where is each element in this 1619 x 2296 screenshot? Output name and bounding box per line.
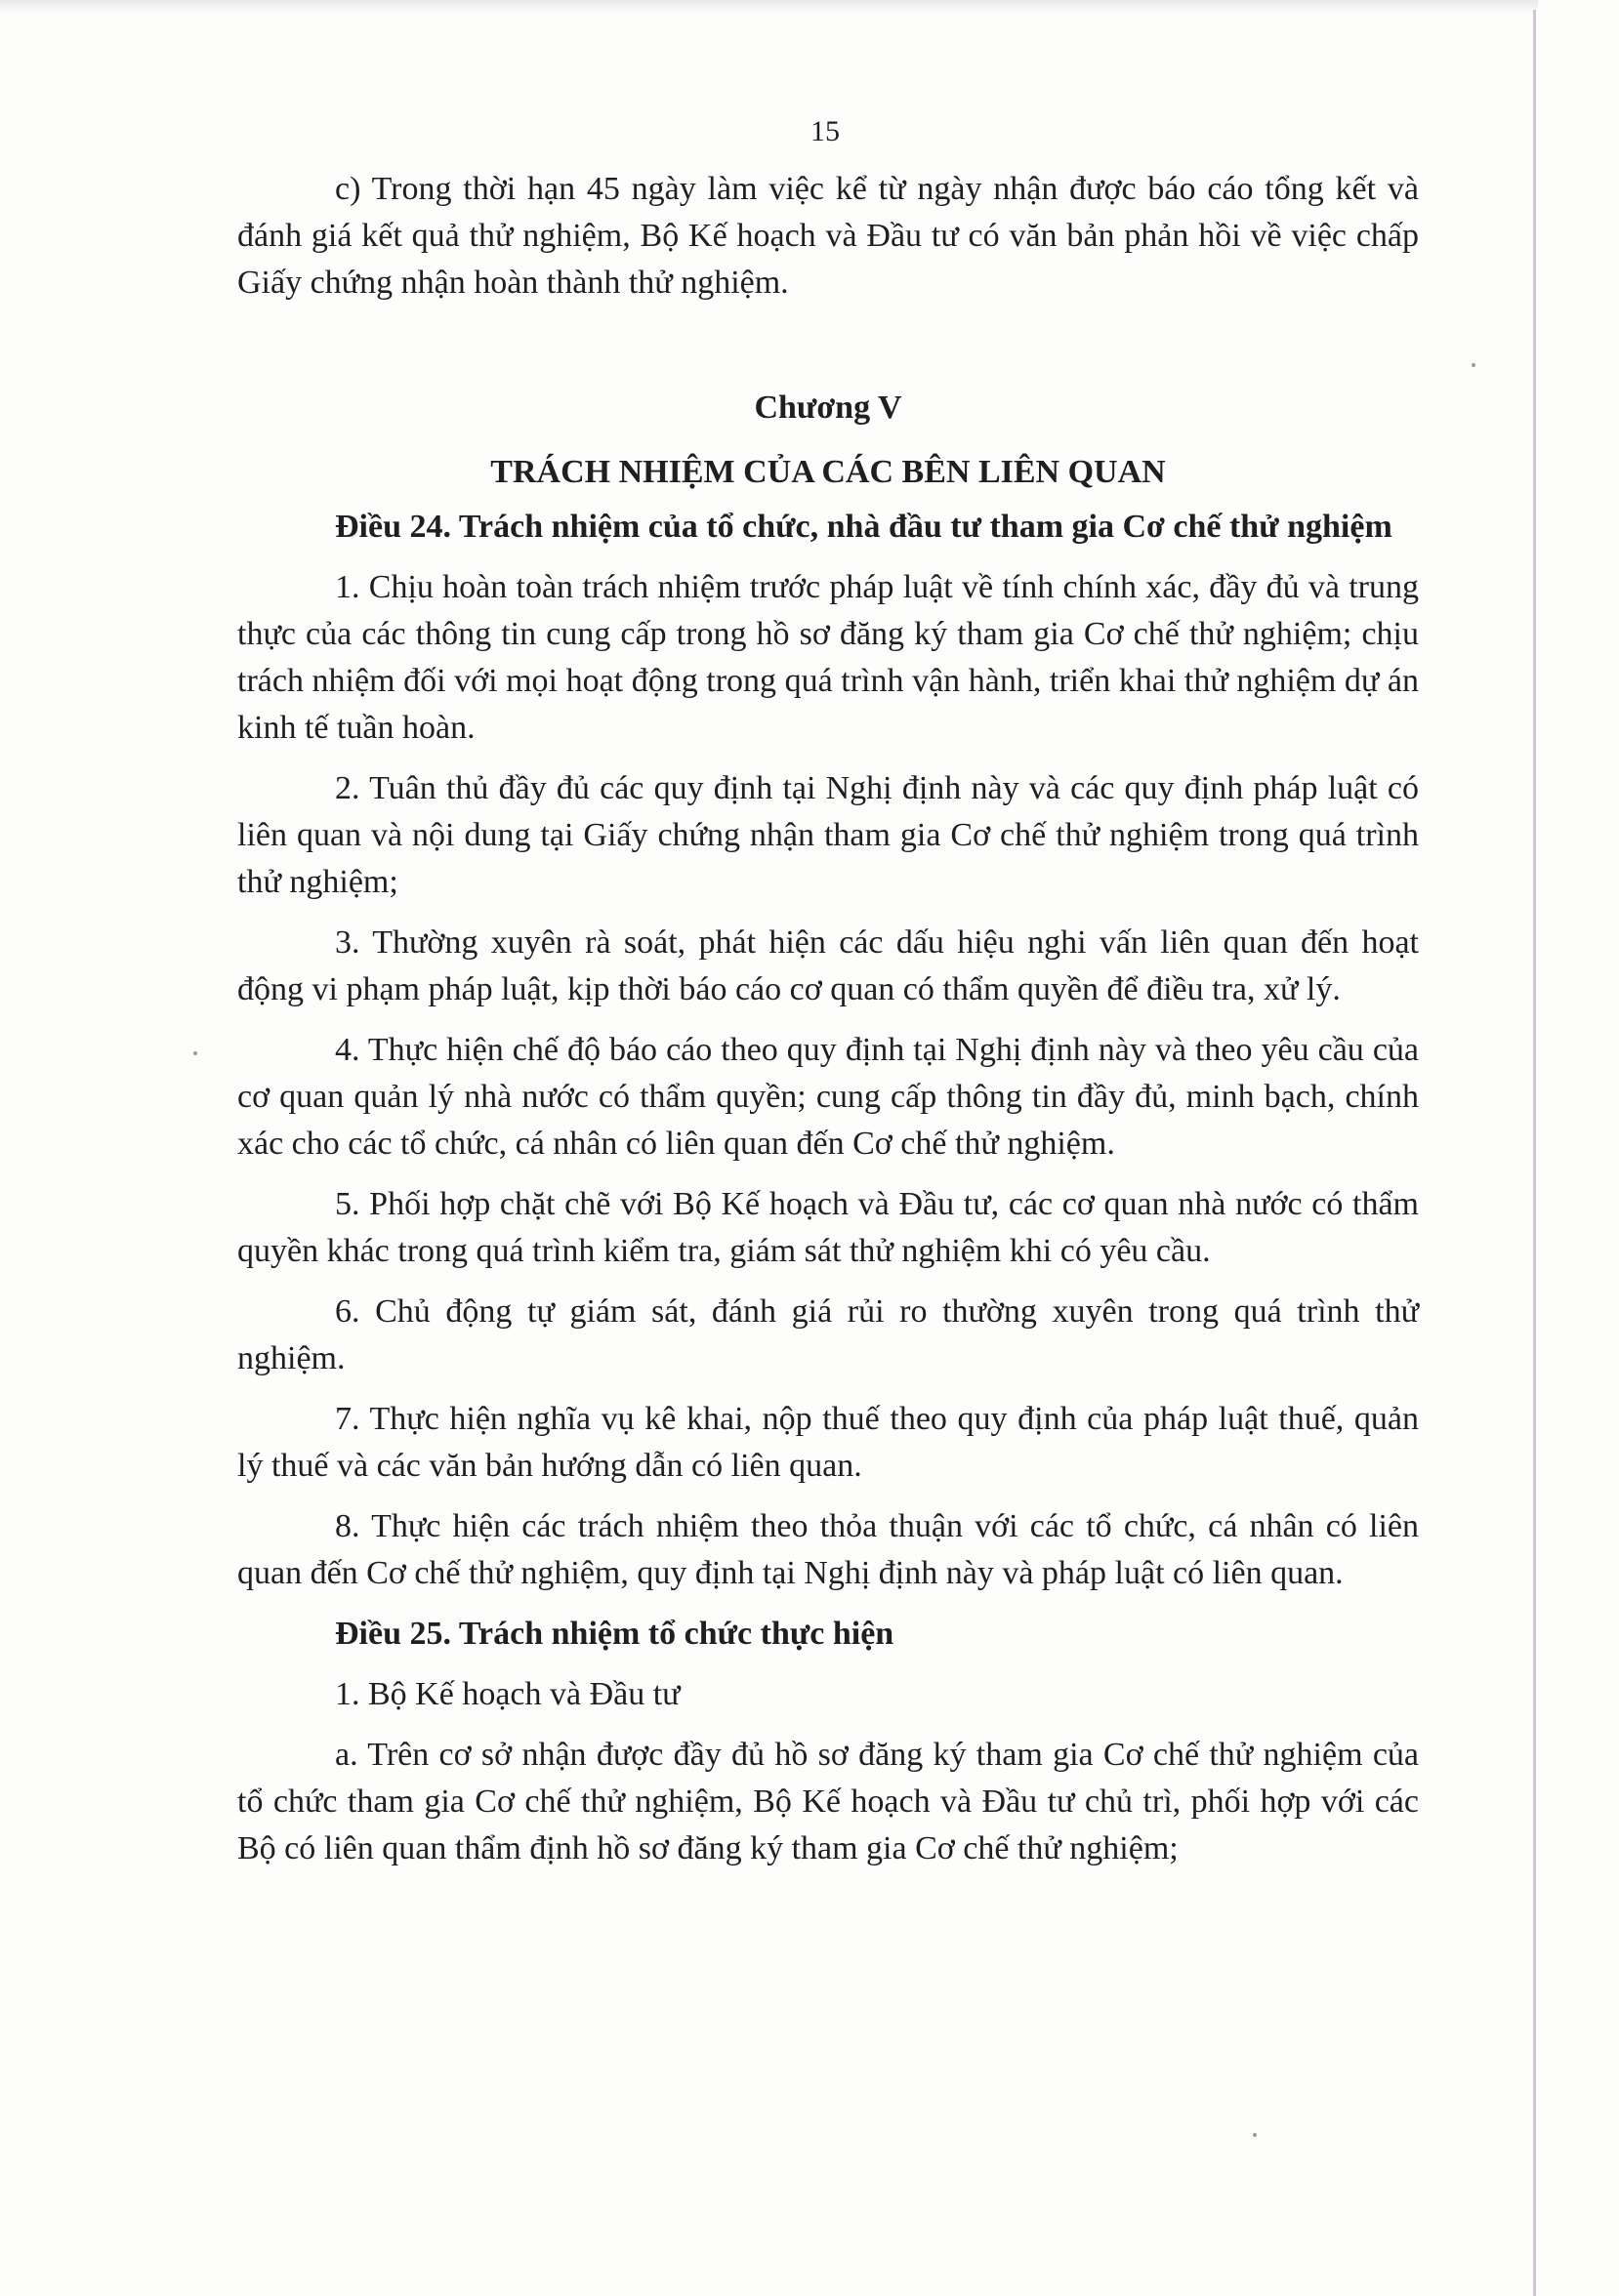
chapter-title: TRÁCH NHIỆM CỦA CÁC BÊN LIÊN QUAN [490,454,1166,490]
article-24-item-4: 4. Thực hiện chế độ báo cáo theo quy định tại Nghị định này và theo yêu cầu của cơ quan quản lý nhà nước có thẩm quyền; cung cấp thông tin đầy đủ, minh bạch, chính xác cho các tổ chức, cá nhân có liên quan đến Cơ chế thử nghiệm. [237,1032,1419,1162]
article-24-item-7: 7. Thực hiện nghĩa vụ kê khai, nộp thuế theo quy định của pháp luật thuế, quản lý thuế và các văn bản hướng dẫn có liên quan. [237,1401,1419,1484]
article-24-heading: Điều 24. Trách nhiệm của tổ chức, nhà đầu tư tham gia Cơ chế thử nghiệm [335,509,1392,545]
article-24-item-3: 3. Thường xuyên rà soát, phát hiện các dấu hiệu nghi vấn liên quan đến hoạt động vi phạm pháp luật, kịp thời báo cáo cơ quan có thẩm quyền để điều tra, xử lý. [237,924,1419,1007]
chapter-label: Chương V [754,390,902,426]
article-25-item-a: a. Trên cơ sở nhận được đầy đủ hồ sơ đăng ký tham gia Cơ chế thử nghiệm của tổ chức tham gia Cơ chế thử nghiệm, Bộ Kế hoạch và Đầu tư chủ trì, phối hợp với các Bộ có liên quan thẩm định hồ sơ đăng ký tham gia Cơ chế thử nghiệm; [237,1737,1419,1866]
article-24-item-6: 6. Chủ động tự giám sát, đánh giá rủi ro thường xuyên trong quá trình thử nghiệm. [237,1293,1419,1376]
page-number: 15 [810,115,840,147]
article-25-subheading: 1. Bộ Kế hoạch và Đầu tư [335,1676,681,1712]
intro-paragraph: c) Trong thời hạn 45 ngày làm việc kể từ ngày nhận được báo cáo tổng kết và đánh giá kết quả thử nghiệm, Bộ Kế hoạch và Đầu tư có văn bản phản hồi về việc chấp Giấy chứng nhận hoàn thành thử nghiệm. [237,171,1419,301]
article-24-item-2: 2. Tuân thủ đầy đủ các quy định tại Nghị định này và các quy định pháp luật có liên quan và nội dung tại Giấy chứng nhận tham gia Cơ chế thử nghiệm trong quá trình thử nghiệm; [237,770,1419,900]
article-24-item-5: 5. Phối hợp chặt chẽ với Bộ Kế hoạch và Đầu tư, các cơ quan nhà nước có thẩm quyền khác trong quá trình kiểm tra, giám sát thử nghiệm khi có yêu cầu. [237,1186,1419,1269]
article-25-heading: Điều 25. Trách nhiệm tổ chức thực hiện [335,1616,894,1652]
scan-speck [1472,363,1475,367]
scan-top-edge [0,0,1538,14]
article-24-item-8: 8. Thực hiện các trách nhiệm theo thỏa thuận với các tổ chức, cá nhân có liên quan đến Cơ chế thử nghiệm, quy định tại Nghị định này và pháp luật có liên quan. [237,1508,1419,1591]
article-24-item-1: 1. Chịu hoàn toàn trách nhiệm trước pháp luật về tính chính xác, đầy đủ và trung thực của các thông tin cung cấp trong hồ sơ đăng ký tham gia Cơ chế thử nghiệm; chịu trách nhiệm đối với mọi hoạt động trong quá trình vận hành, triển khai thử nghiệm dự án kinh tế tuần hoàn. [237,569,1419,746]
scan-speck [193,1051,197,1055]
document-body [237,166,1419,1886]
scan-right-edge [1533,10,1536,2296]
scan-speck [1253,2133,1257,2137]
